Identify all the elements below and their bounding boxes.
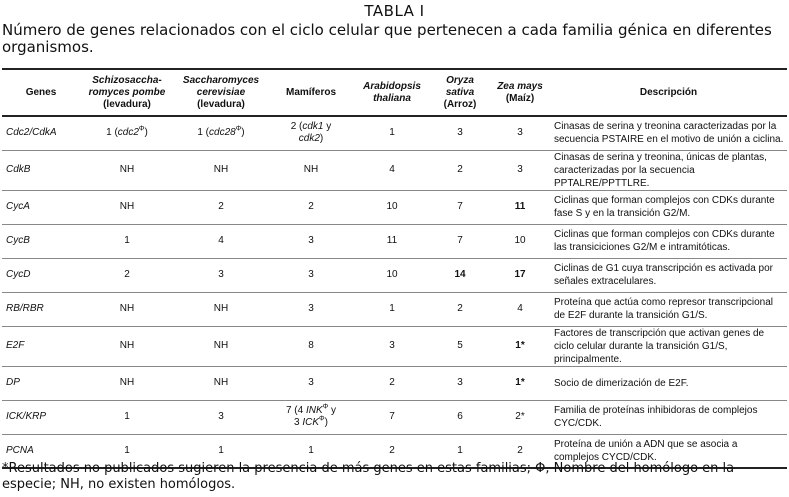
cell-zea: 3 (490, 150, 550, 190)
cell-sacch: NH (174, 150, 268, 190)
cell-schizo: NH (80, 366, 174, 400)
table-row (2, 258, 787, 292)
table-row (2, 224, 787, 258)
cell-zea: 10 (490, 224, 550, 258)
cell-descripcion: Familia de proteínas inhibidoras de complejos CYC/CDK. (550, 400, 787, 434)
cell-descripcion: Ciclinas de G1 cuya transcripción es activada por señales extracelulares. (550, 258, 787, 292)
cell-schizo: NH (80, 292, 174, 326)
table-row (2, 400, 787, 434)
cell-schizo: 1 (80, 434, 174, 468)
cell-arabidopsis: 10 (354, 190, 430, 224)
cell-schizo: NH (80, 190, 174, 224)
table-row (2, 326, 787, 366)
cell-descripcion: Proteína que actúa como represor transcripcional de E2F durante la transición G1/S. (550, 292, 787, 326)
cell-schizo: 2 (80, 258, 174, 292)
cell-zea: 3 (490, 116, 550, 150)
table-row (2, 116, 787, 150)
cell-gene: ICK/KRP (2, 400, 80, 434)
cell-schizo: 1 $(cdc2^\Phi)$ (80, 116, 174, 150)
cell-oryza: 3 (430, 366, 490, 400)
cell-mamiferos: NH (268, 150, 354, 190)
cell-zea: 11 (490, 190, 550, 224)
cell-schizo: NH (80, 326, 174, 366)
cell-arabidopsis: 4 (354, 150, 430, 190)
header-mamiferos: Mamíferos (268, 69, 354, 116)
cell-oryza: 5 (430, 326, 490, 366)
cell-arabidopsis: 2 (354, 366, 430, 400)
cell-gene: CycA (2, 190, 80, 224)
cell-mamiferos: 3 (268, 258, 354, 292)
table-row (2, 150, 787, 190)
cell-oryza: 2 (430, 292, 490, 326)
cell-oryza: 14 (430, 258, 490, 292)
cell-mamiferos: 1 (268, 434, 354, 468)
header-oryza: Oryza sativa (Arroz) (430, 69, 490, 116)
cell-oryza: 2 (430, 150, 490, 190)
cell-descripcion: Ciclinas que forman complejos con CDKs durante las transiciciones G2/M e intramitóticas. (550, 224, 787, 258)
cell-zea: 17 (490, 258, 550, 292)
cell-sacch: NH (174, 326, 268, 366)
cell-schizo: 1 (80, 400, 174, 434)
gene-family-table (2, 68, 787, 469)
cell-mamiferos: 2 (268, 190, 354, 224)
cell-descripcion: Ciclinas que forman complejos con CDKs durante fase S y en la transición G2/M. (550, 190, 787, 224)
header-descripcion: Descripción (550, 69, 787, 116)
cell-zea: 1* (490, 326, 550, 366)
table-row (2, 366, 787, 400)
cell-oryza: 3 (430, 116, 490, 150)
cell-sacch: 1 $(cdc28^\Phi)$ (174, 116, 268, 150)
cell-mamiferos: 8 (268, 326, 354, 366)
cell-arabidopsis: 1 (354, 116, 430, 150)
cell-gene: DP (2, 366, 80, 400)
cell-sacch: 4 (174, 224, 268, 258)
cell-mamiferos: 3 (268, 366, 354, 400)
cell-arabidopsis: 7 (354, 400, 430, 434)
cell-zea: 2* (490, 400, 550, 434)
cell-gene: RB/RBR (2, 292, 80, 326)
cell-sacch: NH (174, 292, 268, 326)
cell-gene: CycB (2, 224, 80, 258)
cell-zea: 4 (490, 292, 550, 326)
cell-descripcion: Factores de transcripción que activan genes de ciclo celular durante la transición G1/S, principalmente. (550, 326, 787, 366)
header-genes: Genes (2, 69, 80, 116)
cell-sacch: 3 (174, 258, 268, 292)
cell-oryza: 1 (430, 434, 490, 468)
header-schizosaccharomyces: Schizosaccha- romyces pombe (levadura) (80, 69, 174, 116)
header-saccharomyces: Saccharomyces cerevisiae (levadura) (174, 69, 268, 116)
cell-sacch: NH (174, 366, 268, 400)
cell-arabidopsis: 11 (354, 224, 430, 258)
cell-zea: 1* (490, 366, 550, 400)
cell-oryza: 7 (430, 224, 490, 258)
cell-descripcion: Socio de dimerización de E2F. (550, 366, 787, 400)
table-title: TABLA I (364, 2, 425, 20)
cell-descripcion: Cinasas de serina y treonina caracterizadas por la secuencia PSTAIRE en el motivo de unión a ciclina. (550, 116, 787, 150)
cell-descripcion: Cinasas de serina y treonina, únicas de plantas, caracterizadas por la secuencia PPTALRE/PPTTLRE. (550, 150, 787, 190)
cell-gene: CycD (2, 258, 80, 292)
cell-gene: Cdc2/CdkA (2, 116, 80, 150)
table-row (2, 292, 787, 326)
header-arabidopsis: Arabidopsis thaliana (354, 69, 430, 116)
cell-schizo: NH (80, 150, 174, 190)
table-row (2, 190, 787, 224)
header-zea: Zea mays (Maíz) (490, 69, 550, 116)
cell-arabidopsis: 3 (354, 326, 430, 366)
cell-mamiferos: 3 (268, 292, 354, 326)
cell-mamiferos: 3 (268, 224, 354, 258)
table-footnote: *Resultados no publicados sugieren la presencia de más genes en estas familias; Φ, Nombre del homólogo en la especie; NH, no existen homólogos. (2, 461, 735, 492)
cell-sacch: 3 (174, 400, 268, 434)
cell-arabidopsis: 10 (354, 258, 430, 292)
cell-gene: PCNA (2, 434, 80, 468)
cell-mamiferos: 2 (cdk1 y cdk2) (268, 116, 354, 150)
cell-oryza: 6 (430, 400, 490, 434)
cell-sacch: 2 (174, 190, 268, 224)
table-caption: Número de genes relacionados con el ciclo celular que pertenecen a cada familia génica en diferentes organismos. (2, 21, 772, 56)
cell-arabidopsis: 2 (354, 434, 430, 468)
cell-schizo: 1 (80, 224, 174, 258)
cell-sacch: 1 (174, 434, 268, 468)
header-row (2, 69, 787, 116)
cell-gene: E2F (2, 326, 80, 366)
cell-mamiferos: 7 (4 $INK^\Phi$ y 3 $ICK^\Phi$) (268, 400, 354, 434)
cell-gene: CdkB (2, 150, 80, 190)
cell-arabidopsis: 1 (354, 292, 430, 326)
cell-oryza: 7 (430, 190, 490, 224)
cell-zea: 2 (490, 434, 550, 468)
cell-descripcion: Proteína de unión a ADN que se asocia a complejos CYCD/CDK. (550, 434, 787, 468)
